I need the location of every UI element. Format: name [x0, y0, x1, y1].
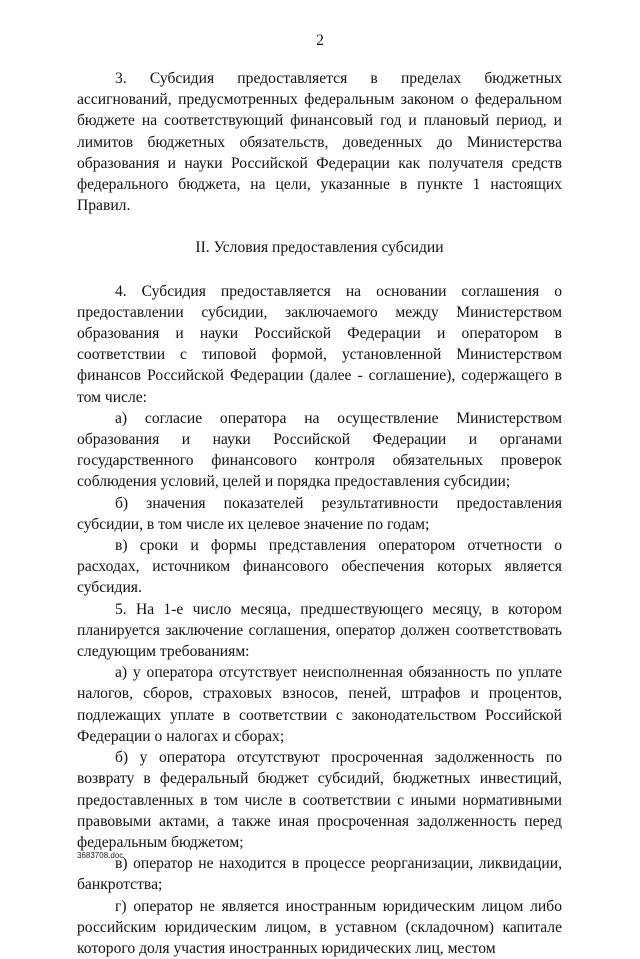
page-number: 2 — [316, 32, 324, 49]
paragraph-3: 3. Субсидия предоставляется в пределах бюджетных ассигнований, предусмотренных федеральным законом о федеральном бюджете на соответствующий финансовый год и плановый период, и лимитов бюджетных обязательств, доведенных до Министерства образования и науки Российской Федерации как получателя средств федерального бюджета, на цели, указанные в пункте 1 настоящих Правил. — [77, 70, 562, 215]
document-body — [77, 68, 562, 959]
paragraph-5d: г) оператор не является иностранным юридическим лицом либо российским юридическим лицом, в уставном (складочном) капитале которого доля участия иностранных юридических лиц, местом — [77, 897, 562, 957]
paragraph-5b: б) у оператора отсутствуют просроченная задолженность по возврату в федеральный бюджет субсидий, бюджетных инвестиций, предоставленных в том числе в соответствии с иными нормативными правовыми актами, а также иная просроченная задолженность перед федеральным бюджетом; — [77, 749, 562, 851]
paragraph-4: 4. Субсидия предоставляется на основании соглашения о предоставлении субсидии, заключаемого между Министерством образования и науки Российской Федерации и оператором в соответствии с типовой формой, установленной Министерством финансов Российской Федерации (далее - соглашение), содержащего в том числе: — [77, 282, 562, 406]
paragraph-4c: в) сроки и формы представления оператором отчетности о расходах, источником финансового обеспечения которых является субсидия. — [77, 537, 562, 597]
paragraph-4a: а) согласие оператора на осуществление Министерством образования и науки Российской Федерации и органами государственного финансового контроля обязательных проверок соблюдения условий, целей и порядка предоставления субсидии; — [77, 409, 562, 491]
footer-filename: 3683708.doc — [77, 851, 124, 860]
paragraph-4b: б) значения показателей результативности предоставления субсидии, в том числе их целевое значение по годам; — [77, 494, 562, 533]
paragraph-5c: в) оператор не находится в процессе реорганизации, ликвидации, банкротства; — [77, 855, 562, 894]
section-heading: II. Условия предоставления субсидии — [195, 239, 444, 257]
paragraph-5a: а) у оператора отсутствует неисполненная обязанность по уплате налогов, сборов, страховых взносов, пеней, штрафов и процентов, подлежащих уплате в соответствии с законодательством Российской Федерации о налогах и сборах; — [77, 664, 562, 745]
paragraph-5: 5. На 1-е число месяца, предшествующего месяцу, в котором планируется заключение соглашения, оператор должен соответствовать следующим требованиям: — [77, 600, 562, 661]
